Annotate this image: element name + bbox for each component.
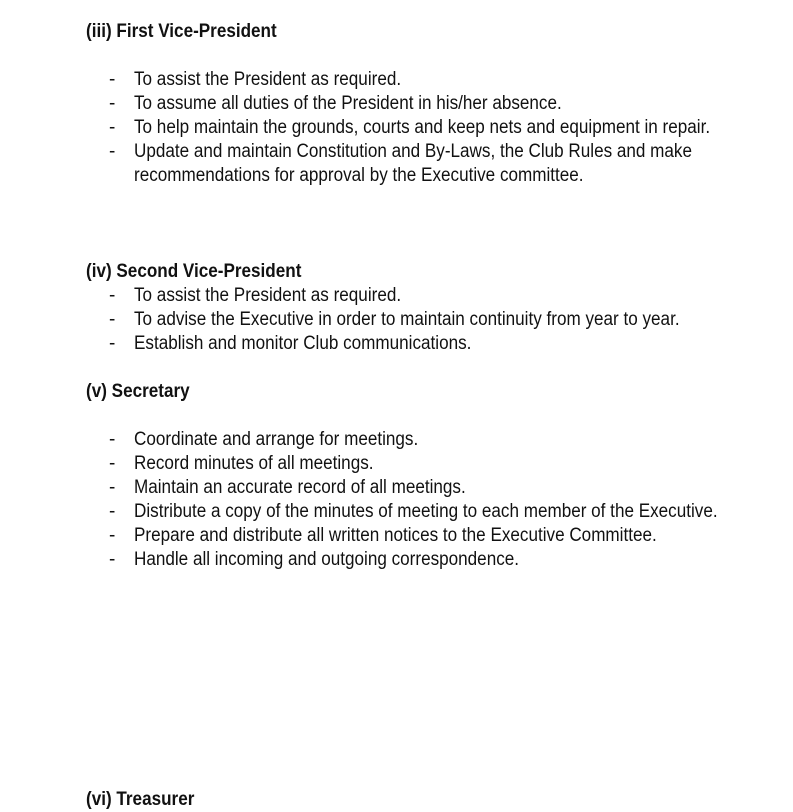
section-number: (iv)	[86, 261, 112, 282]
dash-bullet: -	[109, 429, 116, 450]
dash-bullet: -	[109, 141, 116, 162]
dash-bullet: -	[109, 93, 116, 114]
dash-bullet: -	[109, 501, 116, 522]
list-item: - To advise the Executive in order to maintain continuity from year to year.	[109, 309, 680, 330]
list-item: - To assist the President as required.	[109, 285, 402, 306]
list-item: - To assist the President as required.	[109, 69, 402, 90]
list-item: - To assume all duties of the President in his/her absence.	[109, 93, 562, 114]
duties-list-second-vice-president	[0, 284, 724, 356]
list-item: - Distribute a copy of the minutes of meeting to each member of the Executive.	[109, 501, 718, 522]
section-heading-secretary	[86, 380, 190, 404]
list-item: - Maintain an accurate record of all meetings.	[109, 477, 466, 498]
section-heading-second-vice-president	[86, 260, 301, 284]
dash-bullet: -	[109, 333, 116, 354]
dash-bullet: -	[109, 117, 116, 138]
section-heading-treasurer	[86, 788, 194, 812]
section-number: (vi)	[86, 789, 112, 810]
list-item: - Record minutes of all meetings.	[109, 453, 374, 474]
dash-bullet: -	[109, 549, 116, 570]
dash-bullet: -	[109, 285, 116, 306]
list-item: - Prepare and distribute all written notices to the Executive Committee.	[109, 525, 657, 546]
section-title: Treasurer	[116, 789, 195, 810]
dash-bullet: -	[109, 525, 116, 546]
section-number: (v)	[86, 381, 107, 402]
duties-list-secretary	[0, 428, 724, 572]
list-item: - To help maintain the grounds, courts and keep nets and equipment in repair.	[109, 117, 711, 138]
section-title: First Vice-President	[116, 21, 277, 42]
dash-bullet: -	[109, 69, 116, 90]
list-item: - Handle all incoming and outgoing correspondence.	[109, 549, 520, 570]
list-item: - Update and maintain Constitution and By-Laws, the Club Rules and make recommendations for approval by the Executive committee.	[109, 141, 692, 186]
section-heading-first-vice-president	[86, 20, 277, 44]
dash-bullet: -	[109, 477, 116, 498]
list-item: - Establish and monitor Club communications.	[109, 333, 472, 354]
section-title: Secretary	[111, 381, 190, 402]
section-title: Second Vice-President	[116, 261, 302, 282]
list-item: - Coordinate and arrange for meetings.	[109, 429, 419, 450]
duties-list-first-vice-president	[0, 68, 724, 188]
dash-bullet: -	[109, 453, 116, 474]
dash-bullet: -	[109, 309, 116, 330]
section-number: (iii)	[86, 21, 112, 42]
